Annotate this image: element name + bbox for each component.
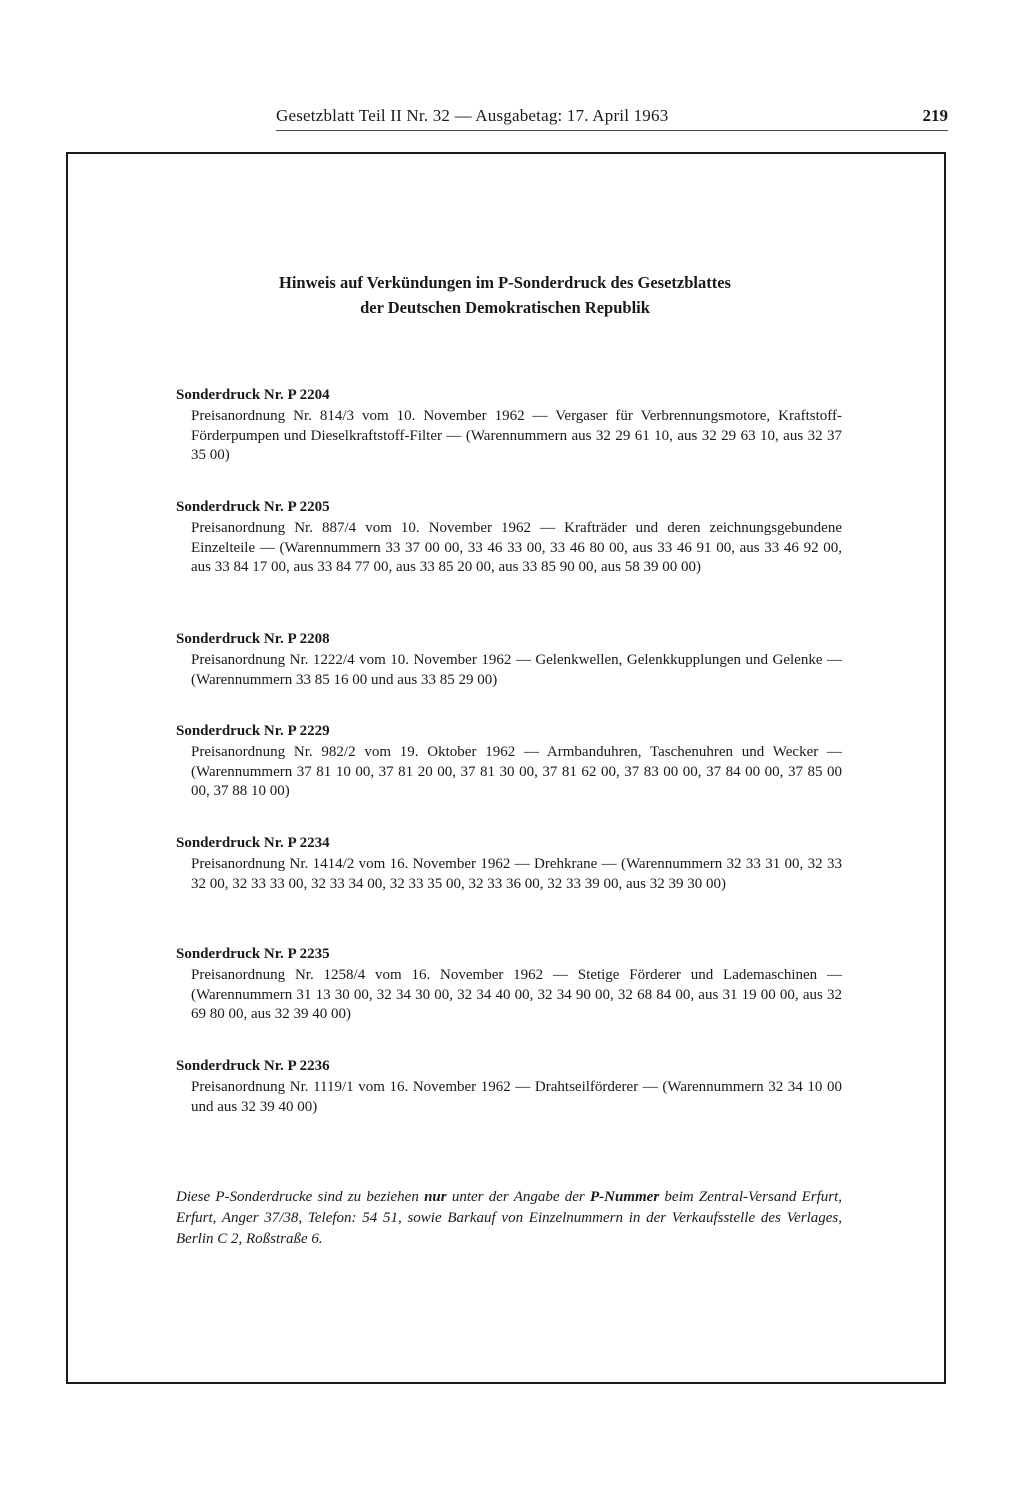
entry-p2236 bbox=[176, 1056, 842, 1117]
entry-text: Preisanordnung Nr. 814/3 vom 10. November 1962 — Vergaser für Verbrennungsmotore, Kraftstoff-Förderpumpen und Dieselkraftstoff-Filter — (Warennummern aus 32 29 61 10, aus 32 29 63 10, aus 32 37 35 00) bbox=[191, 408, 842, 463]
entry-heading: Sonderdruck Nr. P 2208 bbox=[176, 631, 330, 647]
entry-text: Preisanordnung Nr. 1222/4 vom 10. November 1962 — Gelenkwellen, Gelenkkupplungen und Gelenke — (Warennummern 33 85 16 00 und aus 33 85 29 00) bbox=[191, 652, 842, 688]
ordering-note-part-1: Diese P-Sonderdrucke sind zu beziehen bbox=[176, 1189, 425, 1205]
ordering-note bbox=[176, 1187, 842, 1250]
entry-p2229 bbox=[176, 721, 842, 802]
entry-heading: Sonderdruck Nr. P 2205 bbox=[176, 499, 330, 515]
entry-text: Preisanordnung Nr. 1414/2 vom 16. November 1962 — Drehkrane — (Warennummern 32 33 31 00, 32 33 32 00, 32 33 33 00, 32 33 34 00, 32 33 35 00, 32 33 36 00, 32 33 39 00, aus 32 39 30 00) bbox=[191, 856, 842, 892]
ordering-note-part-2: unter der Angabe der bbox=[446, 1189, 591, 1205]
entry-heading: Sonderdruck Nr. P 2204 bbox=[176, 387, 330, 403]
entry-p2234 bbox=[176, 833, 842, 894]
entry-heading: Sonderdruck Nr. P 2235 bbox=[176, 946, 330, 962]
page-number: 219 bbox=[922, 106, 948, 125]
entry-text: Preisanordnung Nr. 1119/1 vom 16. November 1962 — Drahtseilförderer — (Warennummern 32 34 10 00 und aus 32 39 40 00) bbox=[191, 1079, 842, 1115]
entry-text: Preisanordnung Nr. 887/4 vom 10. November 1962 — Krafträder und deren zeichnungsgebundene Einzelteile — (Warennummern 33 37 00 00, 33 46 33 00, 33 46 80 00, aus 33 46 91 00, aus 33 46 92 00, aus 33 84 17 00, aus 33 84 77 00, aus 33 85 20 00, aus 33 85 90 00, aus 58 39 00 00) bbox=[191, 520, 842, 575]
header-title: Gesetzblatt Teil II Nr. 32 — Ausgabetag: 17. April 1963 bbox=[276, 106, 669, 125]
header-rule bbox=[276, 130, 948, 131]
entry-heading: Sonderdruck Nr. P 2236 bbox=[176, 1058, 330, 1074]
notice-title-line-2: der Deutschen Demokratischen Republik bbox=[360, 298, 650, 317]
entry-heading: Sonderdruck Nr. P 2234 bbox=[176, 835, 330, 851]
notice-title-line-1: Hinweis auf Verkündungen im P-Sonderdruck des Gesetzblattes bbox=[279, 273, 731, 292]
entry-p2208 bbox=[176, 629, 842, 690]
page-header bbox=[276, 106, 956, 132]
entry-p2205 bbox=[176, 497, 842, 578]
ordering-note-part-3: beim Zentral-Versand Erfurt, Erfurt, Anger 37/38, Telefon: 54 51, sowie Barkauf von Einzelnummern in der Verkaufsstelle des Verlages, Berlin C 2, Roßstraße 6. bbox=[176, 1189, 842, 1247]
notice-title bbox=[120, 270, 890, 320]
entry-heading: Sonderdruck Nr. P 2229 bbox=[176, 723, 330, 739]
entry-text: Preisanordnung Nr. 1258/4 vom 16. November 1962 — Stetige Förderer und Lademaschinen — (Warennummern 31 13 30 00, 32 34 30 00, 32 34 40 00, 32 34 90 00, 32 68 84 00, aus 31 19 00 00, aus 32 69 80 00, aus 32 39 40 00) bbox=[191, 967, 842, 1022]
entry-text: Preisanordnung Nr. 982/2 vom 19. Oktober 1962 — Armbanduhren, Taschenuhren und Wecker — (Warennummern 37 81 10 00, 37 81 20 00, 37 81 30 00, 37 81 62 00, 37 83 00 00, 37 84 00 00, 37 85 00 00, 37 88 10 00) bbox=[191, 744, 842, 799]
ordering-note-emphasis-1: nur bbox=[424, 1189, 447, 1205]
entry-p2204 bbox=[176, 385, 842, 466]
ordering-note-emphasis-2: P-Nummer bbox=[590, 1189, 660, 1205]
entry-p2235 bbox=[176, 944, 842, 1025]
